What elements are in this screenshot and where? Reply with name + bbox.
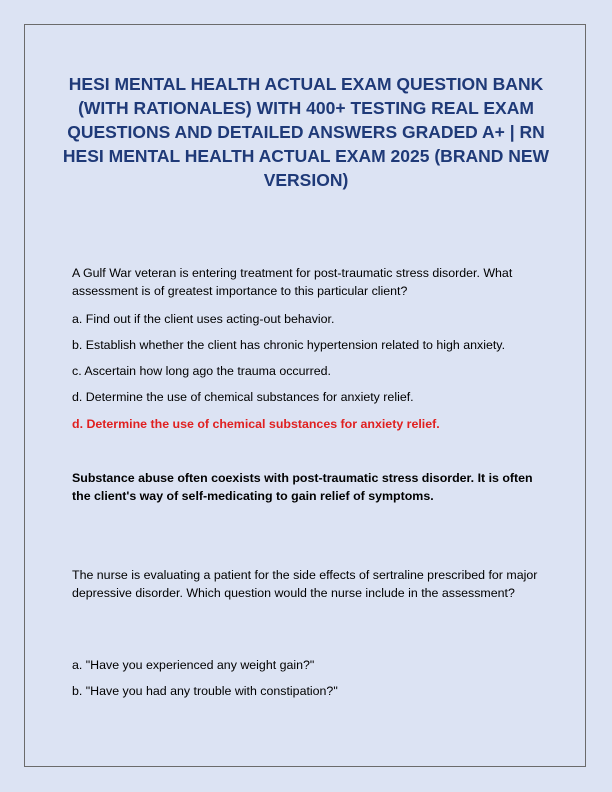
question-2-option-a: a. "Have you experienced any weight gain?" — [72, 658, 315, 672]
document-title: HESI MENTAL HEALTH ACTUAL EXAM QUESTION BANK (WITH RATIONALES) WITH 400+ TESTING REAL EXAM QUESTIONS AND DETAILED ANSWERS GRADED A+ | RN HESI MENTAL HEALTH ACTUAL EXAM 2025 (BRAND NEW VERSION) — [62, 74, 550, 190]
question-2-option-b: b. "Have you had any trouble with constipation?" — [72, 684, 338, 698]
question-1-option-d: d. Determine the use of chemical substances for anxiety relief. — [72, 390, 414, 404]
question-1-rationale: Substance abuse often coexists with post-traumatic stress disorder. It is often the client's way of self-medicating to gain relief of symptoms. — [72, 471, 533, 503]
question-1-answer: d. Determine the use of chemical substances for anxiety relief. — [72, 417, 440, 431]
question-1-option-a: a. Find out if the client uses acting-out behavior. — [72, 312, 335, 326]
question-1-option-b: b. Establish whether the client has chronic hypertension related to high anxiety. — [72, 338, 506, 352]
question-1-option-c: c. Ascertain how long ago the trauma occurred. — [72, 364, 331, 378]
question-2-stem: The nurse is evaluating a patient for the side effects of sertraline prescribed for major depressive disorder. Which question would the nurse include in the assessment? — [72, 568, 538, 600]
question-1-stem: A Gulf War veteran is entering treatment for post-traumatic stress disorder. What assessment is of greatest importance to this particular client? — [72, 266, 513, 298]
